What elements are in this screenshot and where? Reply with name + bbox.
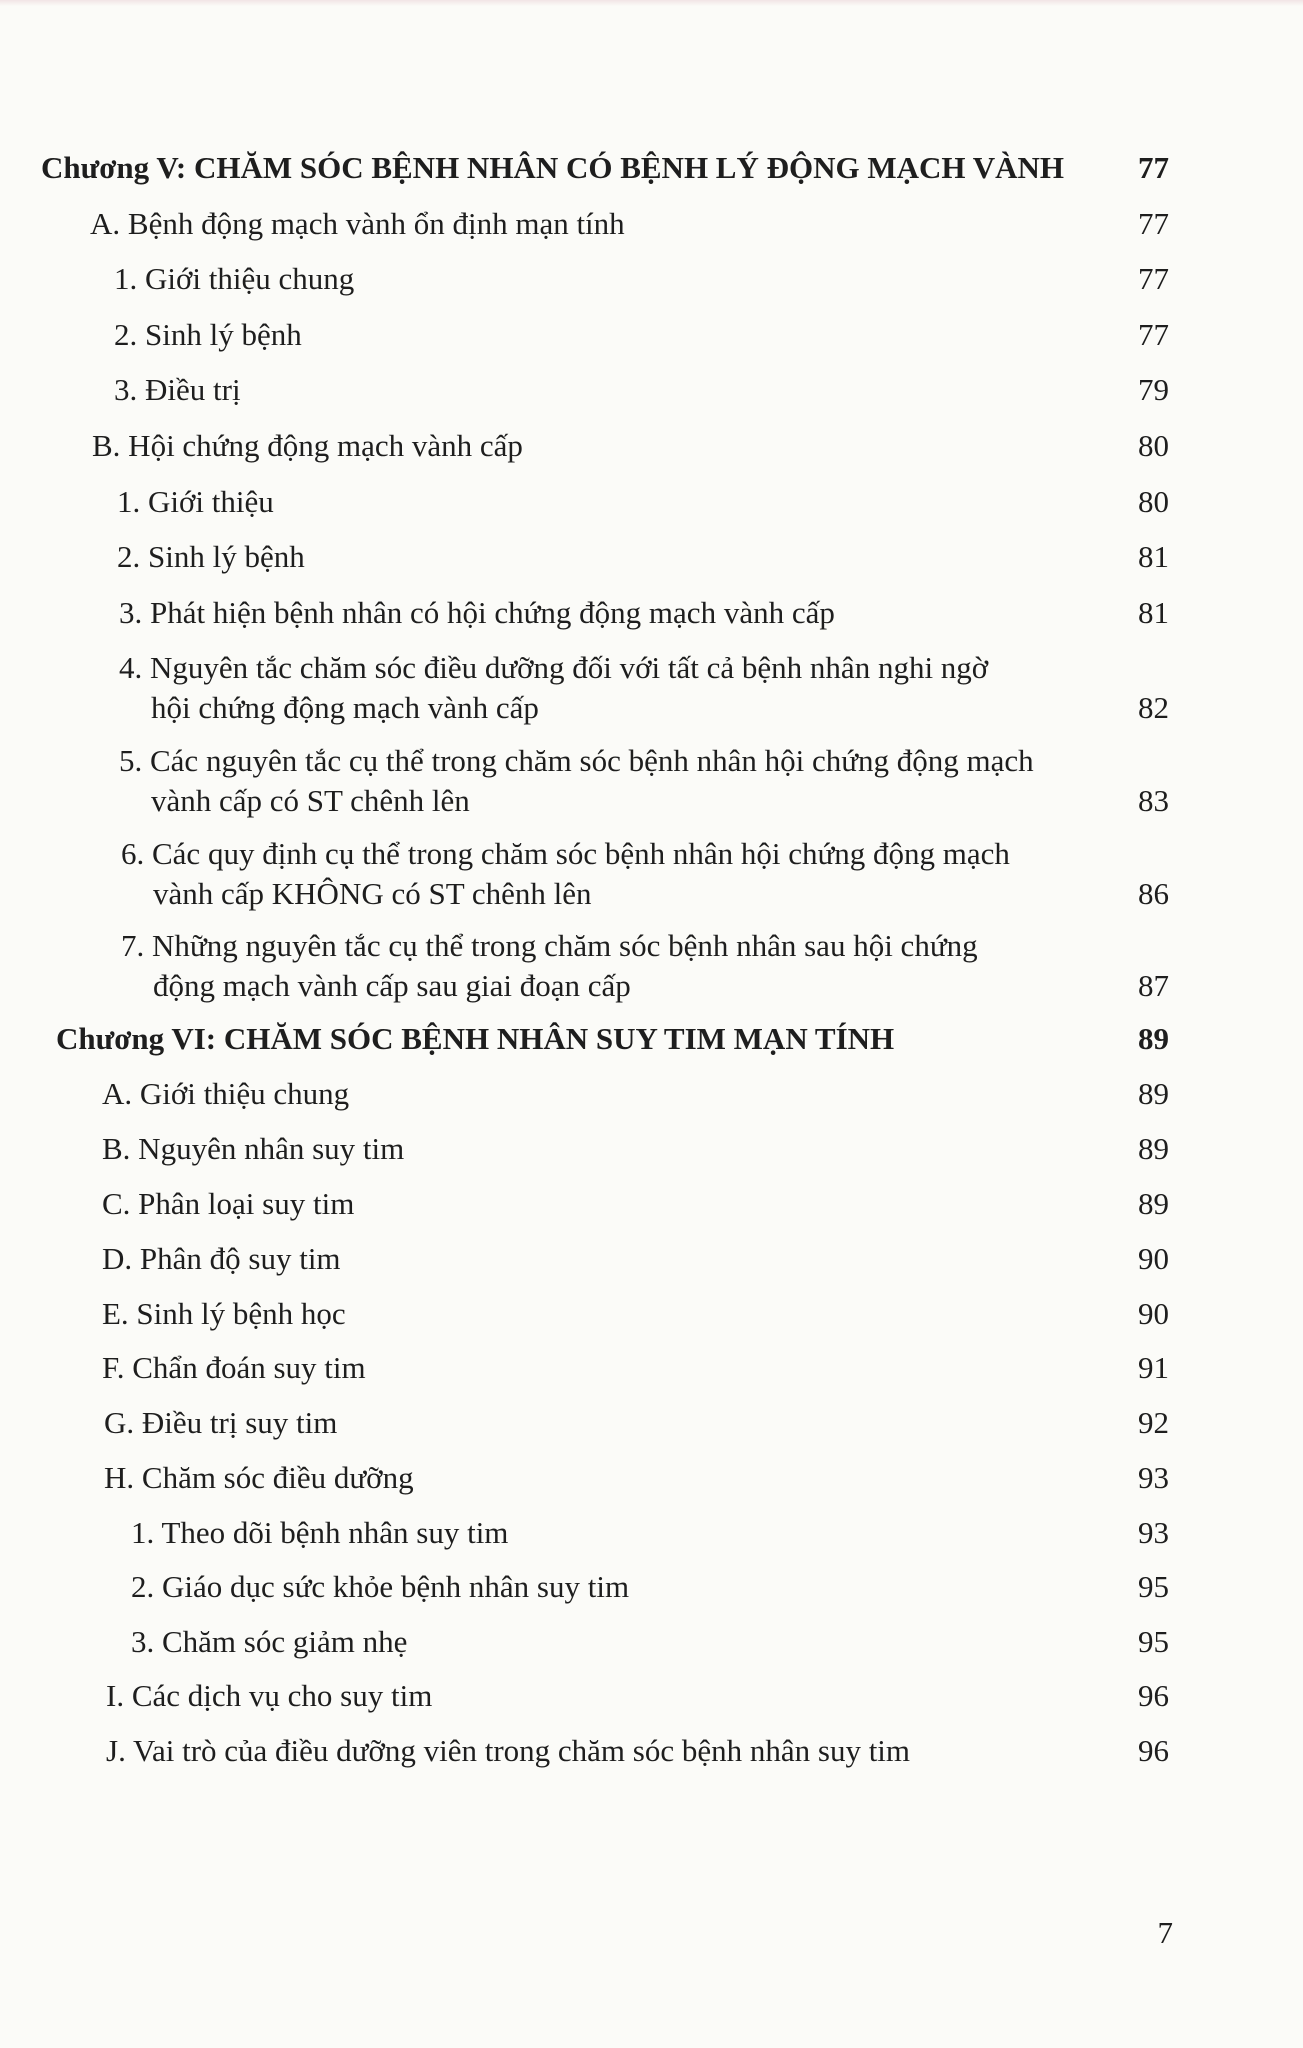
toc-entry-page: 89: [1138, 1021, 1169, 1056]
toc-entry-title: [121, 834, 1081, 914]
toc-entry-title: H. Chăm sóc điều dưỡng: [104, 1460, 414, 1495]
page-number: 7: [1157, 1915, 1173, 1950]
toc-entry-page: 96: [1138, 1678, 1169, 1713]
toc-entry-title: 3. Điều trị: [114, 372, 241, 407]
toc-entry-title: B. Hội chứng động mạch vành cấp: [92, 428, 523, 463]
toc-entry-title-line2: hội chứng động mạch vành cấp: [151, 690, 539, 725]
toc-entry-title: Chương V: CHĂM SÓC BỆNH NHÂN CÓ BỆNH LÝ ĐỘNG MẠCH VÀNH: [41, 150, 1064, 185]
toc-entry-title: F. Chẩn đoán suy tim: [102, 1350, 366, 1385]
toc-entry-title: [119, 741, 1079, 821]
toc-entry-page: 89: [1138, 1131, 1169, 1166]
toc-entry-page: 92: [1138, 1405, 1169, 1440]
toc-entry-title: E. Sinh lý bệnh học: [102, 1296, 346, 1331]
toc-entry-title: 1. Giới thiệu chung: [114, 261, 355, 296]
toc-entry-title: G. Điều trị suy tim: [104, 1405, 338, 1440]
toc-entry-title-line2: vành cấp có ST chênh lên: [151, 783, 470, 818]
toc-entry-page: 79: [1138, 372, 1169, 407]
toc-entry-page: 81: [1138, 595, 1169, 630]
toc-entry-title: [121, 926, 1081, 1006]
toc-entry-title: Chương VI: CHĂM SÓC BỆNH NHÂN SUY TIM MẠN TÍNH: [56, 1021, 895, 1056]
toc-entry-page: 86: [1138, 876, 1169, 911]
toc-entry-title: 3. Chăm sóc giảm nhẹ: [131, 1624, 408, 1659]
toc-entry-title: [119, 648, 1079, 728]
toc-entry-title: J. Vai trò của điều dưỡng viên trong chăm sóc bệnh nhân suy tim: [106, 1733, 911, 1768]
toc-entry-title: 1. Giới thiệu: [117, 484, 274, 519]
toc-entry-page: 90: [1138, 1241, 1169, 1276]
toc-entry-page: 77: [1138, 206, 1169, 241]
toc-entry-title: 1. Theo dõi bệnh nhân suy tim: [131, 1515, 509, 1550]
toc-entry-page: 96: [1138, 1733, 1169, 1768]
toc-entry-title: D. Phân độ suy tim: [102, 1241, 341, 1276]
toc-entry-page: 95: [1138, 1569, 1169, 1604]
toc-entry-title: 2. Sinh lý bệnh: [117, 539, 305, 574]
toc-entry-page: 77: [1138, 261, 1169, 296]
toc-entry-page: 81: [1138, 539, 1169, 574]
toc-entry-title-line2: động mạch vành cấp sau giai đoạn cấp: [153, 968, 631, 1003]
toc-entry-page: 80: [1138, 428, 1169, 463]
toc-entry-page: 87: [1138, 968, 1169, 1003]
toc-entry-title-line1: 6. Các quy định cụ thể trong chăm sóc bệnh nhân hội chứng động mạch: [121, 836, 1010, 871]
toc-entry-page: 91: [1138, 1350, 1169, 1385]
toc-entry-title: 2. Giáo dục sức khỏe bệnh nhân suy tim: [131, 1569, 630, 1604]
toc-entry-page: 89: [1138, 1186, 1169, 1221]
toc-entry-page: 93: [1138, 1515, 1169, 1550]
toc-entry-page: 83: [1138, 783, 1169, 818]
page-edge: [0, 0, 1303, 6]
toc-entry-page: 77: [1138, 317, 1169, 352]
toc-entry-title: I. Các dịch vụ cho suy tim: [106, 1678, 433, 1713]
toc-entry-title-line1: 7. Những nguyên tắc cụ thể trong chăm sóc bệnh nhân sau hội chứng: [121, 928, 978, 963]
toc-entry-title: A. Giới thiệu chung: [102, 1076, 350, 1111]
toc-entry-title: C. Phân loại suy tim: [102, 1186, 355, 1221]
toc-entry-page: 93: [1138, 1460, 1169, 1495]
toc-entry-title-line2: vành cấp KHÔNG có ST chênh lên: [153, 876, 592, 911]
toc-entry-page: 80: [1138, 484, 1169, 519]
toc-entry-title: 2. Sinh lý bệnh: [114, 317, 302, 352]
toc-entry-page: 77: [1138, 150, 1169, 185]
toc-entry-title-line1: 4. Nguyên tắc chăm sóc điều dưỡng đối với tất cả bệnh nhân nghi ngờ: [119, 650, 989, 685]
toc-entry-page: 82: [1138, 690, 1169, 725]
toc-entry-title: A. Bệnh động mạch vành ổn định mạn tính: [90, 206, 625, 241]
toc-entry-title: B. Nguyên nhân suy tim: [102, 1131, 405, 1166]
toc-entry-page: 89: [1138, 1076, 1169, 1111]
toc-entry-title-line1: 5. Các nguyên tắc cụ thể trong chăm sóc bệnh nhân hội chứng động mạch: [119, 743, 1034, 778]
toc-entry-page: 95: [1138, 1624, 1169, 1659]
toc-entry-title: 3. Phát hiện bệnh nhân có hội chứng động mạch vành cấp: [119, 595, 835, 630]
toc-entry-page: 90: [1138, 1296, 1169, 1331]
